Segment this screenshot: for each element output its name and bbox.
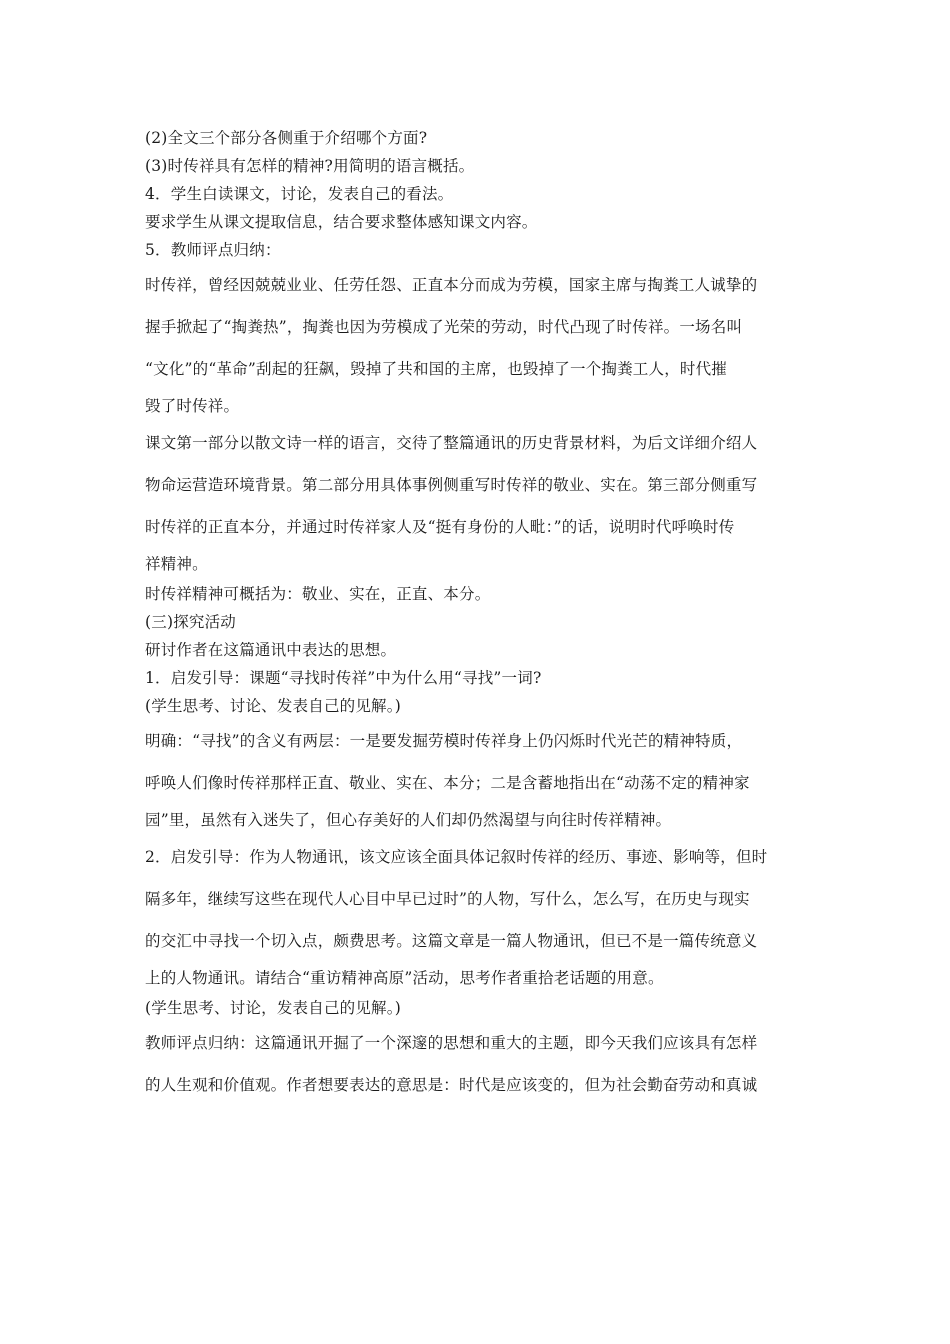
guide-1-heading: 1．启发引导：课题“寻找时传祥”中为什么用“寻找”一词? bbox=[145, 669, 542, 687]
paragraph-line: 的人生观和价值观。作者想要表达的意思是：时代是应该变的，但为社会勤奋劳动和真诚 bbox=[145, 1076, 758, 1094]
explore-task: 研讨作者在这篇通讯中表达的思想。 bbox=[145, 641, 397, 659]
section-heading-explore: (三)探究活动 bbox=[145, 613, 236, 631]
paragraph-line: 毁了时传祥。 bbox=[145, 397, 240, 415]
question-3: (3)时传祥具有怎样的精神?用简明的语言概括。 bbox=[145, 157, 475, 175]
paragraph-line: 握手掀起了“掏粪热”，掏粪也因为劳模成了光荣的劳动，时代凸现了时传祥。一场名叫 bbox=[145, 318, 743, 336]
paragraph-line: 呼唤人们像时传祥那样正直、敬业、实在、本分；二是含蓄地指出在“动荡不定的精神家 bbox=[145, 774, 750, 792]
spirit-summary: 时传祥精神可概括为：敬业、实在，正直、本分。 bbox=[145, 585, 491, 603]
document-body bbox=[145, 124, 805, 1106]
paragraph-line: 上的人物通讯。请结合“重访精神高原”活动，思考作者重拾老话题的用意。 bbox=[145, 969, 664, 987]
paragraph-line: “文化”的“革命”刮起的狂飙，毁掉了共和国的主席，也毁掉了一个掏粪工人，时代摧 bbox=[145, 360, 727, 378]
paragraph-line: 物命运营造环境背景。第二部分用具体事例侧重写时传祥的敬业、实在。第三部分侧重写 bbox=[145, 476, 758, 494]
paragraph-line: 时传祥，曾经因兢兢业业、任劳任怨、正直本分而成为劳模，国家主席与掏粪工人诚挚的 bbox=[145, 276, 758, 294]
student-discussion-note: (学生思考、讨论、发表自己的见解。) bbox=[145, 697, 401, 715]
paragraph-line: 祥精神。 bbox=[145, 555, 208, 573]
paragraph-line: 课文第一部分以散文诗一样的语言，交待了整篇通讯的历史背景材料，为后文详细介绍人 bbox=[145, 434, 758, 452]
step-4-requirement: 要求学生从课文提取信息，结合要求整体感知课文内容。 bbox=[145, 213, 538, 231]
paragraph-line: 明确：“寻找”的含义有两层：一是要发掘劳模时传祥身上仍闪烁时代光芒的精神特质， bbox=[145, 732, 743, 750]
paragraph-line: 园”里，虽然有入迷失了，但心存美好的人们却仍然渴望与向往时传祥精神。 bbox=[145, 811, 672, 829]
step-5-heading: 5．教师评点归纳： bbox=[145, 241, 281, 259]
paragraph-line: 时传祥的正直本分，并通过时传祥家人及“挺有身份的人毗：”的话，说明时代呼唤时传 bbox=[145, 518, 735, 536]
paragraph-line: 教师评点归纳：这篇通讯开掘了一个深邃的思想和重大的主题，即今天我们应该具有怎样 bbox=[145, 1034, 758, 1052]
paragraph-line: 隔多年，继续写这些在现代人心目中早已过时”的人物，写什么，怎么写，在历史与现实 bbox=[145, 890, 750, 908]
student-discussion-note: (学生思考、讨论，发表自己的见解。) bbox=[145, 999, 401, 1017]
question-2: (2)全文三个部分各侧重于介绍哪个方面? bbox=[145, 129, 428, 147]
paragraph-line: 的交汇中寻找一个切入点，颇费思考。这篇文章是一篇人物通讯，但已不是一篇传统意义 bbox=[145, 932, 758, 950]
paragraph-line: 2．启发引导：作为人物通讯，该文应该全面具体记叙时传祥的经历、事迹、影响等，但时 bbox=[145, 848, 768, 866]
step-4-heading: 4．学生白读课文，讨论，发表自己的看法。 bbox=[145, 185, 454, 203]
